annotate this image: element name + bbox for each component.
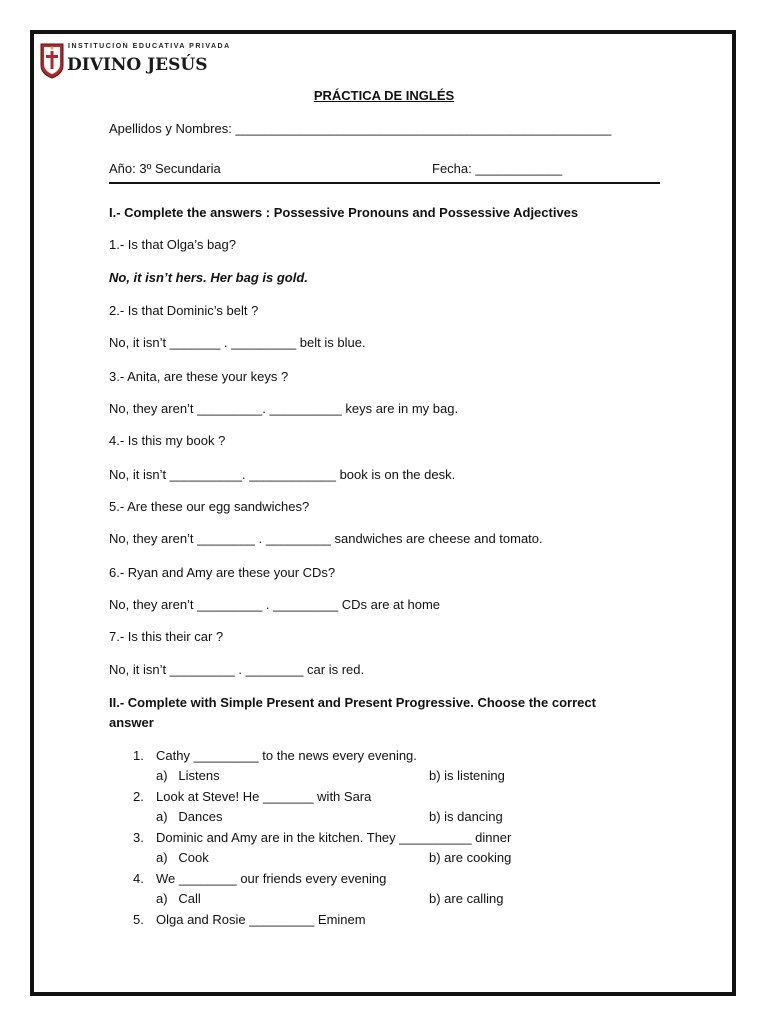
option-b-1: b) is listening bbox=[429, 768, 505, 783]
item-text-5: Olga and Rosie _________ Eminem bbox=[156, 912, 366, 927]
section2-heading-line1: II.- Complete with Simple Present and Present Progressive. Choose the correct bbox=[109, 695, 596, 710]
option-b-3: b) are cooking bbox=[429, 850, 512, 865]
item-number-4: 4. bbox=[133, 871, 144, 886]
date-field: Fecha: ____________ bbox=[432, 161, 563, 176]
header-divider bbox=[109, 182, 660, 184]
answer-2: No, it isn’t _______ . _________ belt is blue. bbox=[109, 335, 366, 350]
item-text-2: Look at Steve! He _______ with Sara bbox=[156, 789, 372, 804]
question-2: 2.- Is that Dominic’s belt ? bbox=[109, 303, 259, 318]
answer-3: No, they aren’t _________. __________ keys are in my bag. bbox=[109, 401, 459, 416]
answer-1: No, it isn’t hers. Her bag is gold. bbox=[109, 270, 308, 285]
item-number-2: 2. bbox=[133, 789, 144, 804]
option-a-1: a) Listens bbox=[156, 768, 220, 783]
option-a-2: a) Dances bbox=[156, 809, 223, 824]
item-text-1: Cathy _________ to the news every evening. bbox=[156, 748, 417, 763]
institution-label: INSTITUCION EDUCATIVA PRIVADA bbox=[68, 43, 231, 50]
option-a-4: a) Call bbox=[156, 891, 201, 906]
question-4: 4.- Is this my book ? bbox=[109, 433, 226, 448]
answer-6: No, they aren’t _________ . _________ CDs are at home bbox=[109, 597, 441, 612]
question-7: 7.- Is this their car ? bbox=[109, 629, 224, 644]
school-name: DIVINO JESÚS bbox=[67, 55, 208, 75]
question-3: 3.- Anita, are these your keys ? bbox=[109, 369, 289, 384]
question-5: 5.- Are these our egg sandwiches? bbox=[109, 499, 310, 514]
item-number-1: 1. bbox=[133, 748, 144, 763]
section1-heading: I.- Complete the answers : Possessive Pronouns and Possessive Adjectives bbox=[109, 205, 579, 220]
question-1: 1.- Is that Olga’s bag? bbox=[109, 237, 236, 252]
school-crest-icon bbox=[40, 43, 64, 79]
names-field: Apellidos y Nombres: ____________________________________________________ bbox=[109, 121, 612, 136]
item-number-3: 3. bbox=[133, 830, 144, 845]
item-text-3: Dominic and Amy are in the kitchen. They __________ dinner bbox=[156, 830, 512, 845]
section2-heading-line2: answer bbox=[109, 715, 154, 730]
question-6: 6.- Ryan and Amy are these your CDs? bbox=[109, 565, 336, 580]
page-title: PRÁCTICA DE INGLÉS bbox=[313, 88, 455, 103]
option-a-3: a) Cook bbox=[156, 850, 209, 865]
item-number-5: 5. bbox=[133, 912, 144, 927]
answer-7: No, it isn’t _________ . ________ car is red. bbox=[109, 662, 365, 677]
answer-5: No, they aren’t ________ . _________ sandwiches are cheese and tomato. bbox=[109, 531, 543, 546]
option-b-2: b) is dancing bbox=[429, 809, 503, 824]
answer-4: No, it isn’t __________. ____________ book is on the desk. bbox=[109, 467, 456, 482]
year-field: Año: 3º Secundaria bbox=[109, 161, 221, 176]
option-b-4: b) are calling bbox=[429, 891, 504, 906]
item-text-4: We ________ our friends every evening bbox=[156, 871, 387, 886]
